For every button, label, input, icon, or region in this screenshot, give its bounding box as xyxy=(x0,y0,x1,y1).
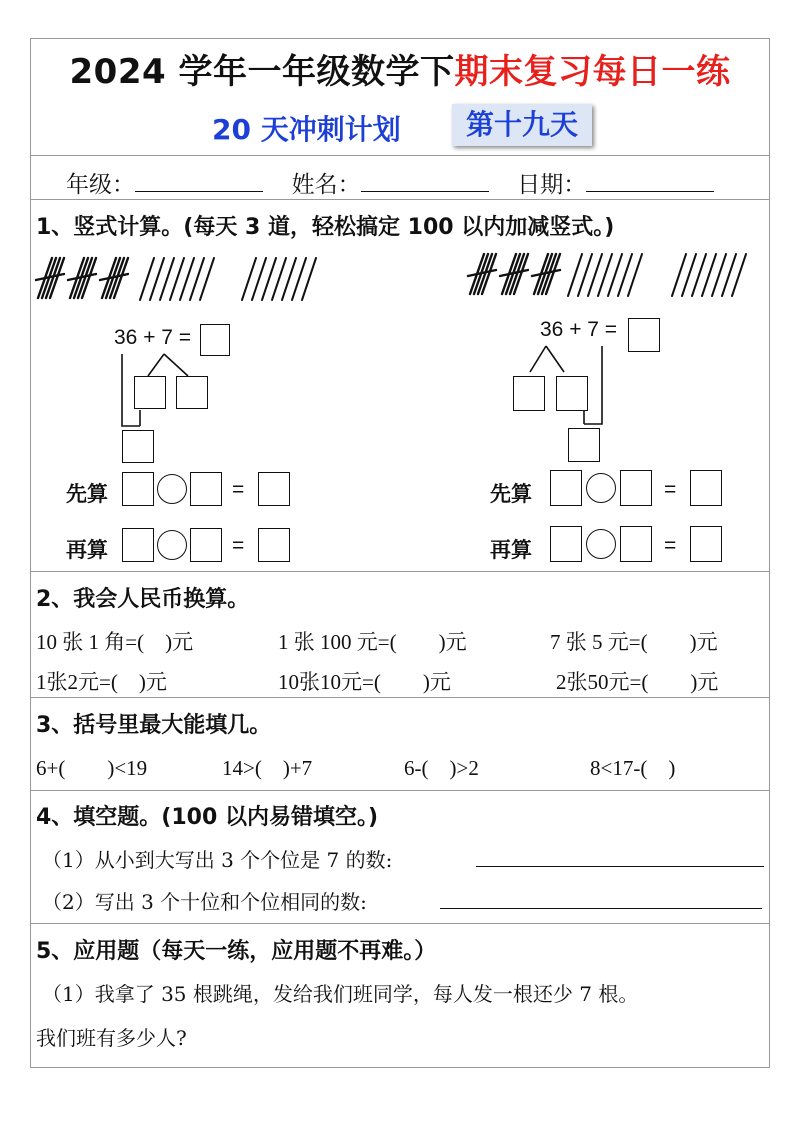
right-step1-result[interactable] xyxy=(690,470,722,506)
date-field[interactable] xyxy=(586,173,714,192)
left-expression: 36 + 7 = xyxy=(114,326,192,349)
name-field[interactable] xyxy=(361,173,489,192)
right-step1-operator[interactable] xyxy=(586,473,616,503)
left-split-box-2[interactable] xyxy=(176,376,208,409)
section3-heading: 3、括号里最大能填几。 xyxy=(36,713,272,738)
left-step2-box-b[interactable] xyxy=(190,528,222,562)
page-title xyxy=(0,44,800,93)
stick-bundle-icon xyxy=(500,254,528,294)
right-split-box-2[interactable] xyxy=(556,376,588,411)
currency-item: 10 张 1 角=( )元 xyxy=(36,630,194,654)
stick-bundle-icon xyxy=(68,258,96,298)
day-badge: 第十九天 xyxy=(452,104,592,146)
title-black-part: 2024 学年一年级数学下 xyxy=(69,52,455,92)
grade-label: 年级： xyxy=(66,172,135,198)
inequality-item: 6-( )>2 xyxy=(404,756,479,780)
divider xyxy=(30,790,770,791)
left-step1-equals: = xyxy=(232,478,245,501)
subtitle: 20 天冲刺计划 xyxy=(212,113,401,146)
stick-bundle-icon xyxy=(36,258,64,298)
left-step2-result[interactable] xyxy=(258,528,290,562)
currency-item: 10张10元=( )元 xyxy=(278,670,451,694)
right-step1-box-a[interactable] xyxy=(550,470,582,506)
stick-bundle-icon xyxy=(468,254,496,294)
left-step1-label: 先算 xyxy=(66,483,108,506)
divider xyxy=(30,571,770,572)
left-step1-box-b[interactable] xyxy=(190,472,222,506)
title-red-part: 期末复习每日一练 xyxy=(454,52,731,92)
right-expression: 36 + 7 = xyxy=(540,318,618,341)
grade-field[interactable] xyxy=(135,173,263,192)
stick-bundle-icon xyxy=(532,254,560,294)
fill-answer-line-1[interactable] xyxy=(476,866,764,867)
inequality-item: 14>( )+7 xyxy=(222,756,313,780)
divider xyxy=(30,155,770,156)
counting-sticks-illustration xyxy=(30,250,770,310)
inequality-item: 6+( )<19 xyxy=(36,756,148,780)
inequality-item: 8<17-( ) xyxy=(590,756,676,780)
right-step2-label: 再算 xyxy=(490,539,532,562)
section2-heading: 2、我会人民币换算。 xyxy=(36,587,250,612)
right-step1-box-b[interactable] xyxy=(620,470,652,506)
date-label: 日期： xyxy=(517,172,587,198)
right-step2-box-b[interactable] xyxy=(620,526,652,562)
stick-bundle-icon xyxy=(100,258,128,298)
left-step2-box-a[interactable] xyxy=(122,528,154,562)
right-step2-result[interactable] xyxy=(690,526,722,562)
currency-item: 1 张 100 元=( )元 xyxy=(278,630,467,654)
single-sticks-icon xyxy=(242,258,316,300)
left-partial-box[interactable] xyxy=(122,430,154,463)
right-answer-box[interactable] xyxy=(628,318,660,352)
word-problem-line-2: 我们班有多少人? xyxy=(36,1026,187,1050)
divider xyxy=(30,697,770,698)
single-sticks-icon xyxy=(568,254,642,296)
right-split-box-1[interactable] xyxy=(513,376,545,411)
single-sticks-icon xyxy=(672,254,746,296)
single-sticks-icon xyxy=(140,258,214,300)
right-partial-box[interactable] xyxy=(568,428,600,462)
left-step2-operator[interactable] xyxy=(157,530,187,560)
right-step2-operator[interactable] xyxy=(586,529,616,559)
left-split-box-1[interactable] xyxy=(134,376,166,409)
section1-heading: 1、竖式计算。(每天 3 道，轻松搞定 100 以内加减竖式。) xyxy=(36,215,615,240)
fill-answer-line-2[interactable] xyxy=(440,908,762,909)
section5-heading: 5、应用题（每天一练，应用题不再难。） xyxy=(36,939,437,964)
section4-heading: 4、填空题。(100 以内易错填空。) xyxy=(36,805,378,830)
name-label: 姓名： xyxy=(291,172,361,198)
currency-item: 7 张 5 元=( )元 xyxy=(550,630,718,654)
fill-question-2: （2）写出 3 个十位和个位相同的数: xyxy=(42,890,367,914)
right-step2-box-a[interactable] xyxy=(550,526,582,562)
fill-question-1: （1）从小到大写出 3 个个位是 7 的数: xyxy=(42,848,393,872)
left-step2-label: 再算 xyxy=(66,539,108,562)
right-step2-equals: = xyxy=(664,534,677,557)
info-row xyxy=(66,166,714,199)
right-step1-label: 先算 xyxy=(490,483,532,506)
divider xyxy=(30,923,770,924)
left-step2-equals: = xyxy=(232,534,245,557)
left-step1-result[interactable] xyxy=(258,472,290,506)
word-problem-line-1: （1）我拿了 35 根跳绳，发给我们班同学，每人发一根还少 7 根。 xyxy=(42,982,639,1006)
divider xyxy=(30,199,770,200)
left-step1-operator[interactable] xyxy=(157,474,187,504)
currency-item: 2张50元=( )元 xyxy=(556,670,719,694)
left-step1-box-a[interactable] xyxy=(122,472,154,506)
right-step1-equals: = xyxy=(664,478,677,501)
currency-item: 1张2元=( )元 xyxy=(36,670,167,694)
